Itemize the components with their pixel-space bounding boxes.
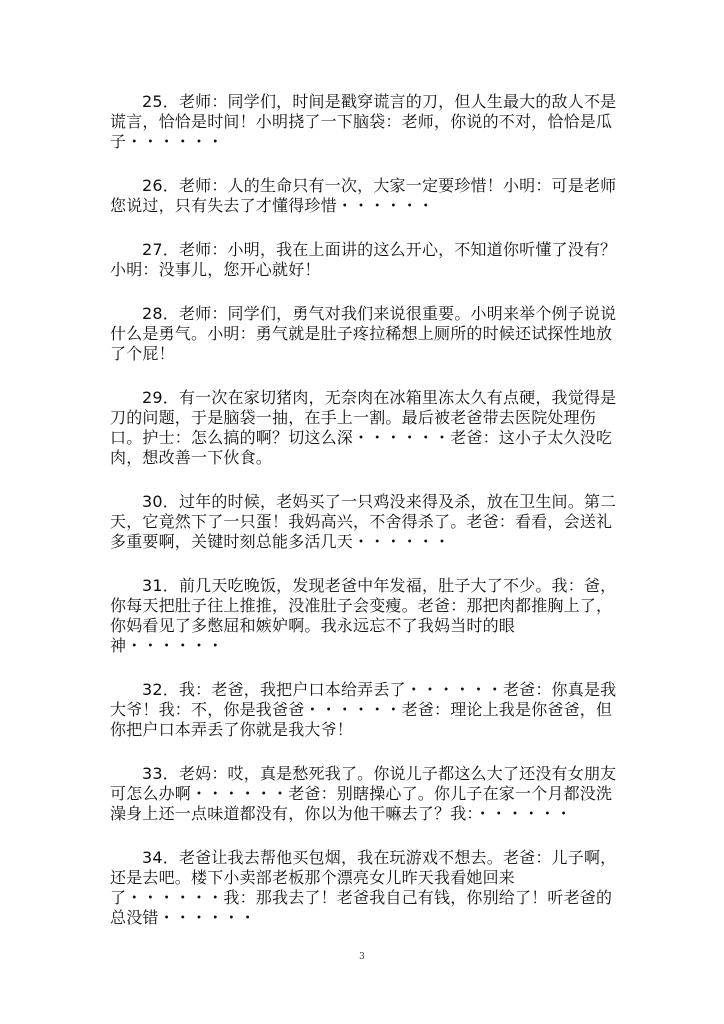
joke-paragraph-33: 33．老妈：哎，真是愁死我了。你说儿子都这么大了还没有女朋友可怎么办啊・・・・・・老爸：别瞎操心了。你儿子在家一个月都没洗澡身上还一点味道都没有，你以为他干嘛去了？我：・・・・・・ — [110, 764, 617, 823]
joke-paragraph-25: 25．老师：同学们，时间是戳穿谎言的刀，但人生最大的敌人不是谎言，恰恰是时间！小明挠了一下脑袋：老师，你说的不对，恰恰是瓜子・・・・・・ — [110, 92, 617, 151]
joke-paragraph-34: 34．老爸让我去帮他买包烟，我在玩游戏不想去。老爸：儿子啊，还是去吧。楼下小卖部老板那个漂亮女儿昨天我看她回来了・・・・・・我：那我去了！老爸我自己有钱，你别给了！听老爸的总没错・・・・・・ — [110, 848, 617, 927]
joke-list — [110, 92, 622, 952]
page-number: 3 — [359, 952, 365, 962]
joke-paragraph-28: 28．老师：同学们，勇气对我们来说很重要。小明来举个例子说说什么是勇气。小明：勇气就是肚子疼拉稀想上厕所的时候还试探性地放了个屁！ — [110, 304, 617, 363]
joke-paragraph-30: 30．过年的时候，老妈买了一只鸡没来得及杀，放在卫生间。第二天，它竟然下了一只蛋！我妈高兴，不舍得杀了。老爸：看看，会送礼多重要啊，关键时刻总能多活几天・・・・・・ — [110, 492, 617, 551]
joke-paragraph-32: 32．我：老爸，我把户口本给弄丢了・・・・・・老爸：你真是我大爷！我：不，你是我爸爸・・・・・・老爸：理论上我是你爸爸，但你把户口本弄丢了你就是我大爷！ — [110, 680, 617, 739]
joke-paragraph-27: 27．老师：小明，我在上面讲的这么开心，不知道你听懂了没有？小明：没事儿，您开心就好！ — [110, 240, 617, 279]
joke-paragraph-26: 26．老师：人的生命只有一次，大家一定要珍惜！小明：可是老师您说过，只有失去了才懂得珍惜・・・・・・ — [110, 176, 617, 215]
joke-paragraph-31: 31．前几天吃晚饭，发现老爸中年发福，肚子大了不少。我：爸，你每天把肚子往上推推，没准肚子会变瘦。老爸：那把肉都推胸上了，你妈看见了多憋屈和嫉妒啊。我永远忘不了我妈当时的眼神・・・・・・ — [110, 576, 617, 655]
joke-paragraph-29: 29．有一次在家切猪肉，无奈肉在冰箱里冻太久有点硬，我觉得是刀的问题，于是脑袋一抽，在手上一割。最后被老爸带去医院处理伤口。护士：怎么搞的啊？切这么深・・・・・・老爸：这小子太久没吃肉，想改善一下伙食。 — [110, 388, 617, 467]
